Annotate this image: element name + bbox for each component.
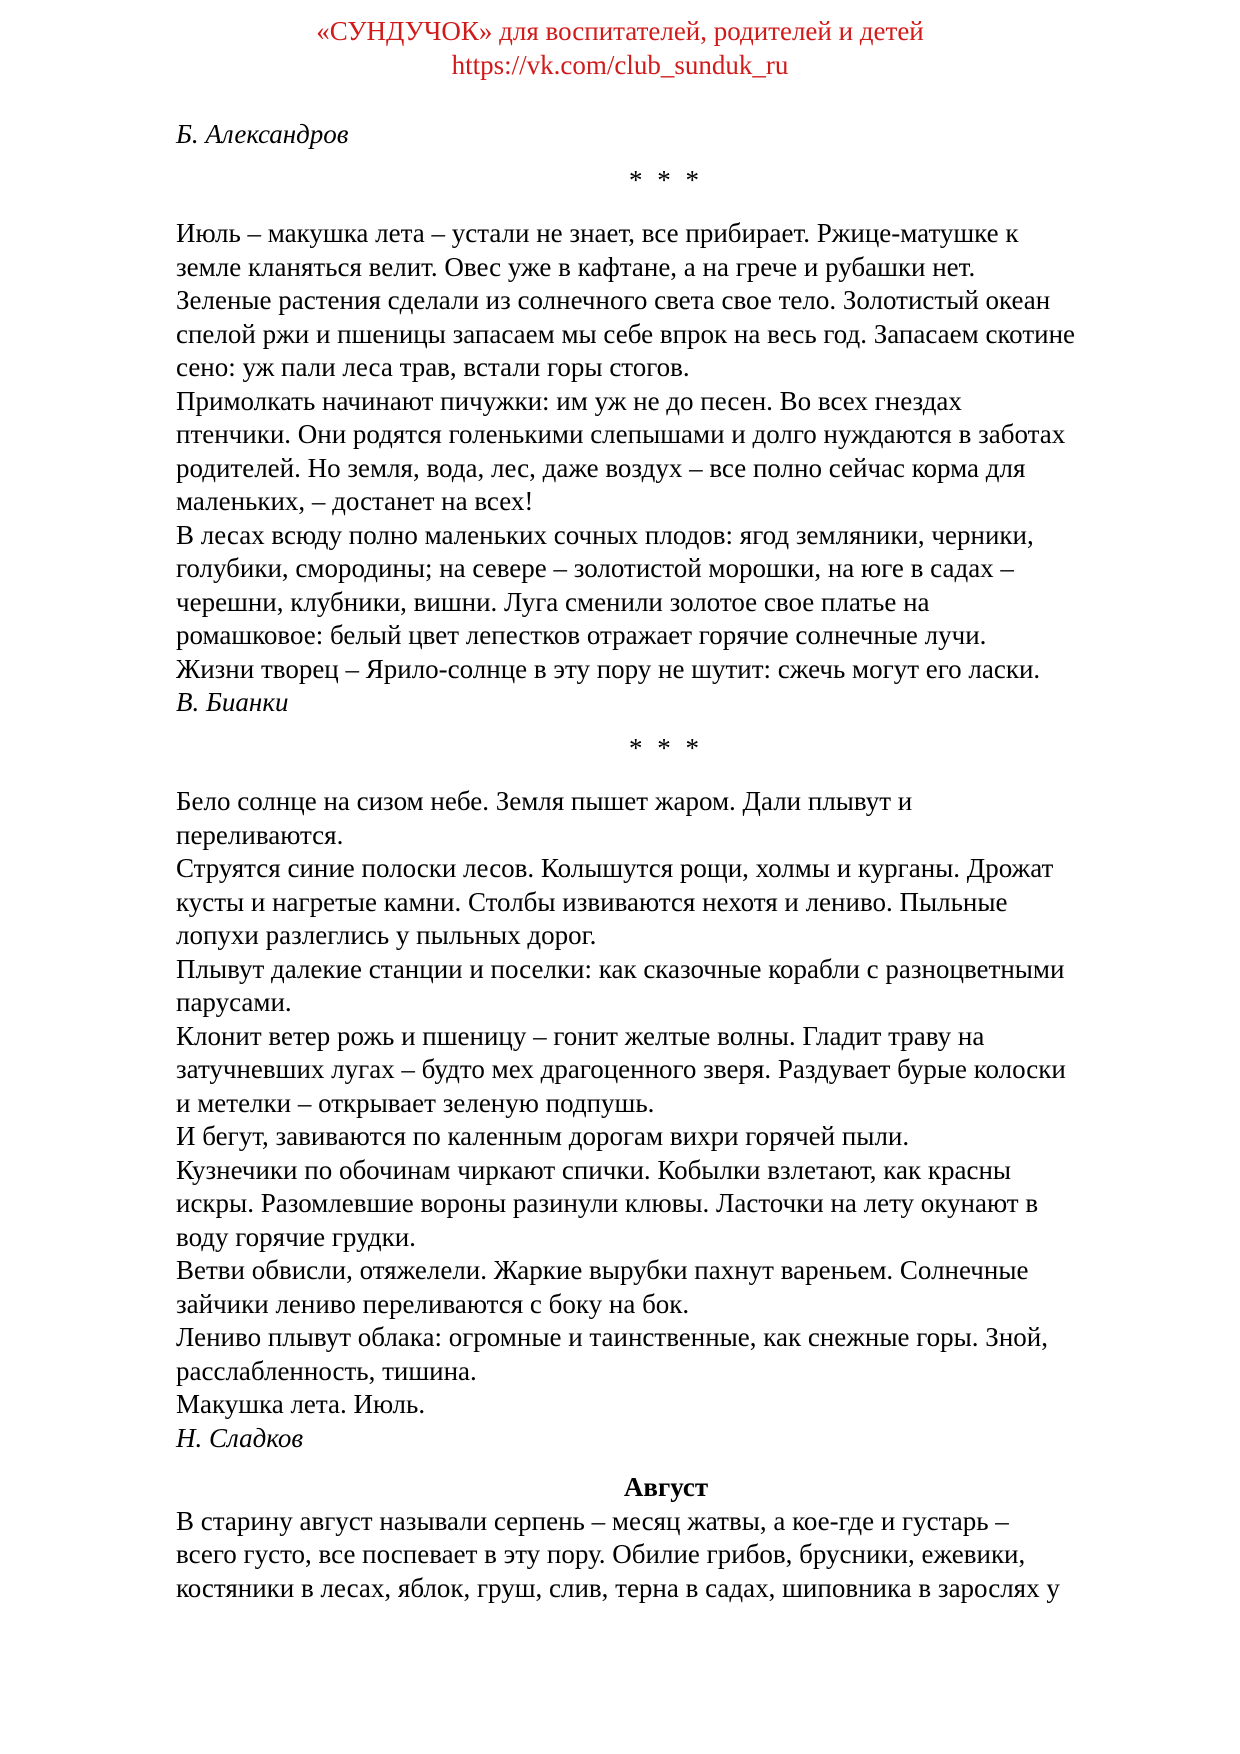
text-line: кусты и нагретые камни. Столбы извиваются нехотя и лениво. Пыльные xyxy=(176,886,1008,917)
text-line: Кузнечики по обочинам чиркают спички. Кобылки взлетают, как красны xyxy=(176,1154,1012,1185)
text-line: Июль – макушка лета – устали не знает, все прибирает. Ржице-матушке к xyxy=(176,218,1019,248)
text-line: В старину август называли серпень – месяц жатвы, а кое-где и густарь – xyxy=(176,1505,1009,1536)
text-line: переливаются. xyxy=(176,819,344,850)
text-line: И бегут, завиваются по каленным дорогам вихри горячей пыли. xyxy=(176,1121,910,1151)
text-line: птенчики. Они родятся голенькими слепышами и долго нуждаются в заботах xyxy=(176,419,1066,449)
text-line: спелой ржи и пшеницы запасаем мы себе впрок на весь год. Запасаем скотине xyxy=(176,318,1076,349)
text-line: В лесах всюду полно маленьких сочных плодов: ягод земляники, черники, xyxy=(176,519,1034,550)
separator-stars: * * * xyxy=(629,164,703,195)
text-line: Примолкать начинают пичужки: им уж не до песен. Во всех гнездах xyxy=(176,385,962,416)
author-alexandrov: Б. Александров xyxy=(176,119,349,149)
text-line: парусами. xyxy=(176,987,292,1017)
text-line: искры. Разомлевшие вороны разинули клювы. Ласточки на лету окунают в xyxy=(176,1188,1039,1218)
text-line: черешни, клубники, вишни. Луга сменили золотое свое платье на xyxy=(176,586,930,617)
text-line: всего густо, все поспевает в эту пору. Обилие грибов, брусники, ежевики, xyxy=(176,1539,1026,1569)
text-line: лопухи разлеглись у пыльных дорог. xyxy=(176,920,597,950)
text-block-bianki xyxy=(176,217,1176,720)
text-line: расслабленность, тишина. xyxy=(176,1355,477,1386)
text-line: затучневших лугах – будто мех драгоценного зверя. Раздувает бурые колоски xyxy=(176,1054,1066,1084)
text-block-sladkov xyxy=(176,785,1176,1455)
text-line: Плывут далекие станции и поселки: как сказочные корабли с разноцветными xyxy=(176,953,1065,984)
text-line: родителей. Но земля, вода, лес, даже воздух – все полно сейчас корма для xyxy=(176,452,1026,483)
header-url[interactable]: https://vk.com/club_sunduk_ru xyxy=(451,50,789,80)
author-sladkov: Н. Сладков xyxy=(176,1422,304,1453)
text-line: и метелки – открывает зеленую подпушь. xyxy=(176,1087,655,1118)
header-title: «СУНДУЧОК» для воспитателей, родителей и детей xyxy=(316,16,924,46)
text-line: Макушка лета. Июль. xyxy=(176,1389,426,1419)
section-heading-august: Август xyxy=(623,1472,709,1502)
text-line: Жизни творец – Ярило-солнце в эту пору не шутит: сжечь могут его ласки. xyxy=(176,653,1041,684)
text-line: Лениво плывут облака: огромные и таинственные, как снежные горы. Зной, xyxy=(176,1322,1048,1352)
text-line: Клонит ветер рожь и пшеницу – гонит желтые волны. Гладит траву на xyxy=(176,1020,985,1051)
text-line: воду горячие грудки. xyxy=(176,1221,416,1252)
text-line: земле кланяться велит. Овес уже в кафтане, а на грече и рубашки нет. xyxy=(176,251,976,282)
separator-stars: * * * xyxy=(629,732,703,763)
text-line: сено: уж пали леса трав, встали горы стогов. xyxy=(176,352,690,382)
text-block-august xyxy=(176,1505,1176,1606)
text-line: голубики, смородины; на севере – золотистой морошки, на юге в садах – xyxy=(176,553,1014,583)
author-bianki: В. Бианки xyxy=(176,687,289,717)
text-line: Струятся синие полоски лесов. Колышутся рощи, холмы и курганы. Дрожат xyxy=(176,853,1054,883)
text-line: ромашковое: белый цвет лепестков отражает горячие солнечные лучи. xyxy=(176,620,987,650)
text-line: маленьких, – достанет на всех! xyxy=(176,486,534,516)
text-line: Бело солнце на сизом небе. Земля пышет жаром. Дали плывут и xyxy=(176,786,913,816)
text-line: Зеленые растения сделали из солнечного света свое тело. Золотистый океан xyxy=(176,285,1051,315)
document-body xyxy=(176,118,1176,1605)
text-line: зайчики лениво переливаются с боку на бок. xyxy=(176,1288,690,1319)
text-line: костяники в лесах, яблок, груш, слив, терна в садах, шиповника в зарослях у xyxy=(176,1572,1060,1603)
text-line: Ветви обвисли, отяжелели. Жаркие вырубки пахнут вареньем. Солнечные xyxy=(176,1255,1029,1285)
